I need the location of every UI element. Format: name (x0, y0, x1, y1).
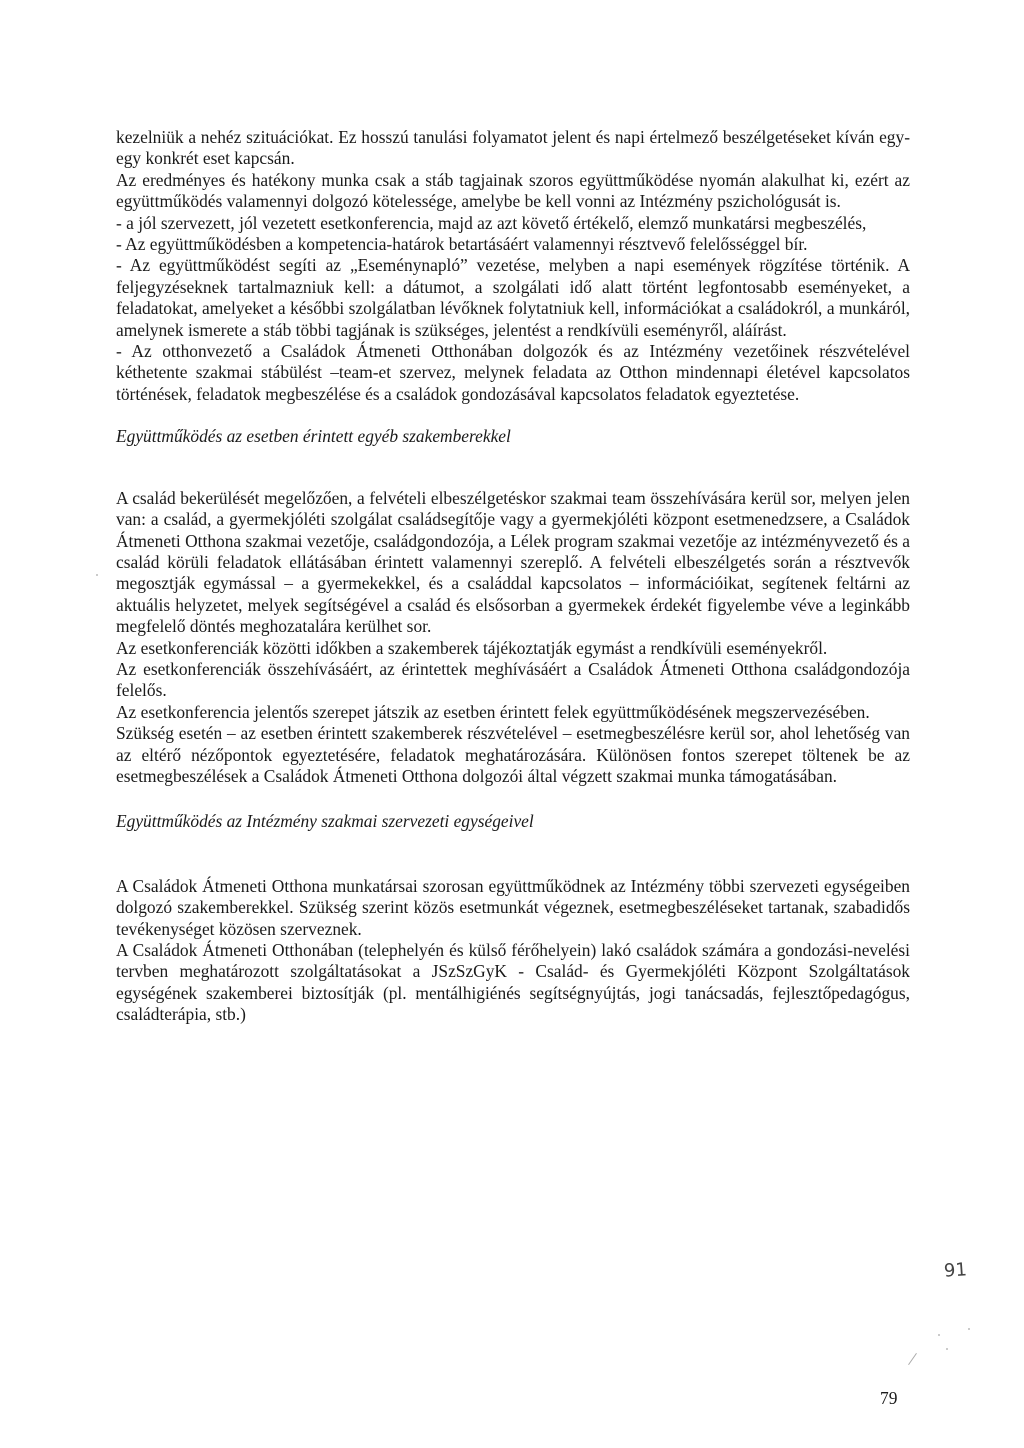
paragraph: A Családok Átmeneti Otthona munkatársai szorosan együttműködnek az Intézmény többi szervezeti egységeiben dolgozó szakemberekkel. Szükség szerint közös esetmunkát végeznek, esetmegbeszéléseket tartanak, szabadidős tevékenységet közösen szerveznek. (116, 875, 910, 939)
scan-speck (96, 574, 98, 576)
paragraph: Szükség esetén – az esetben érintett szakemberek részvételével – esetmegbeszélésre kerül sor, ahol lehetőség van az eltérő nézőpontok egyeztetésére, feladatok meghatározására. Különösen fontos szerepet töltenek be az esetmegbeszélések a Családok Átmeneti Otthona dolgozói által végzett szakmai munka támogatásában. (116, 723, 910, 786)
list-item: - Az otthonvezető a Családok Átmeneti Otthonában dolgozók és az Intézmény vezetőinek részvételével kéthetente szakmai stábülést –team-et szervez, melynek feladata az Otthon mindennapi életével kapcsolatos történések, feladatok megbeszélése és a családok gondozásával kapcsolatos feladatok egyeztetése. (116, 341, 910, 404)
list-item: - Az együttműködést segíti az „Eseménynapló” vezetése, melyben a napi események rögzítése történik. A feljegyzéseknek tartalmazniuk kell: a dátumot, a szolgálati idő alatt történt legfontosabb eseményeket, a feladatokat, amelyeket a későbbi szolgálatban lévőknek folytatniuk kell, információkat a családokról, a munkáról, amelynek ismerete a stáb többi tagjának is szükséges, jelentést a rendkívüli eseményről, aláírást. (116, 255, 910, 340)
paragraph: Az esetkonferencia jelentős szerepet játszik az esetben érintett felek együttműködésének megszervezésében. (116, 701, 870, 722)
paragraph: A család bekerülését megelőzően, a felvételi elbeszélgetéskor szakmai team összehívására kerül sor, melyen jelen van: a család, a gyermekjóléti szolgálat családsegítője vagy a gyermekjóléti központ esetmenedzsere, a Családok Átmeneti Otthona szakmai vezetője, családgondozója, a Lélek program szakmai vezetője az intézményvezető és a család körüli feladatok ellátásában érintett valamennyi szereplő. A felvételi elbeszélgetés során a résztvevők megosztják egymással – a gyermekekkel, és a családdal kapcsolatos – információikat, segítenek feltárni az aktuális helyzetet, melyek segítségével a család és elsősorban a gyermekek érdekét figyelembe véve a leginkább megfelelő döntés meghozatalára kerülhet sor. (116, 487, 910, 637)
list-item: - a jól szervezett, jól vezetett esetkonferencia, majd az azt követő értékelő, elemző munkatársi megbeszélés, (116, 212, 867, 233)
pen-mark (908, 1353, 917, 1365)
paragraph: A Családok Átmeneti Otthonában (telephelyén és külső férőhelyein) lakó családok számára a gondozási-nevelési tervben meghatározott szolgáltatásokat a JSzSzGyK - Család- és Gyermekjóléti Központ Szolgáltatások egységének szakemberei biztosítják (pl. mentálhigiénés segítségnyújtás, jogi tanácsadás, fejlesztőpedagógus, családterápia, stb.) (116, 940, 910, 1025)
handwritten-margin-note: 91 (943, 1259, 968, 1282)
scan-speck (938, 1334, 940, 1336)
section-heading: Együttműködés az Intézmény szakmai szervezeti egységeivel (116, 811, 534, 832)
paragraph: Az eredményes és hatékony munka csak a stáb tagjainak szoros együttműködése nyomán alakulhat ki, ezért az együttműködés valamennyi dolgozó kötelessége, amelybe be kell vonni az Intézmény pszichológusát is. (116, 169, 910, 212)
paragraph: Az esetkonferenciák közötti időkben a szakemberek tájékoztatják egymást a rendkívüli eseményekről. (116, 637, 828, 658)
paragraph: kezelniük a nehéz szituációkat. Ez hosszú tanulási folyamatot jelent és napi értelmező beszélgetéseket kíván egy-egy konkrét eset kapcsán. (116, 127, 910, 169)
page-body (116, 127, 910, 1026)
paragraph: Az esetkonferenciák összehívásáért, az érintettek meghívásáért a Családok Átmeneti Otthona családgondozója felelős. (116, 658, 910, 701)
page-number: 79 (880, 1388, 898, 1408)
list-item: - Az együttműködésben a kompetencia-határok betartásáért valamennyi résztvevő felelősséggel bír. (116, 234, 808, 255)
scan-speck (946, 1348, 948, 1350)
section-heading: Együttműködés az esetben érintett egyéb szakemberekkel (116, 426, 511, 447)
scan-speck (968, 1328, 970, 1330)
